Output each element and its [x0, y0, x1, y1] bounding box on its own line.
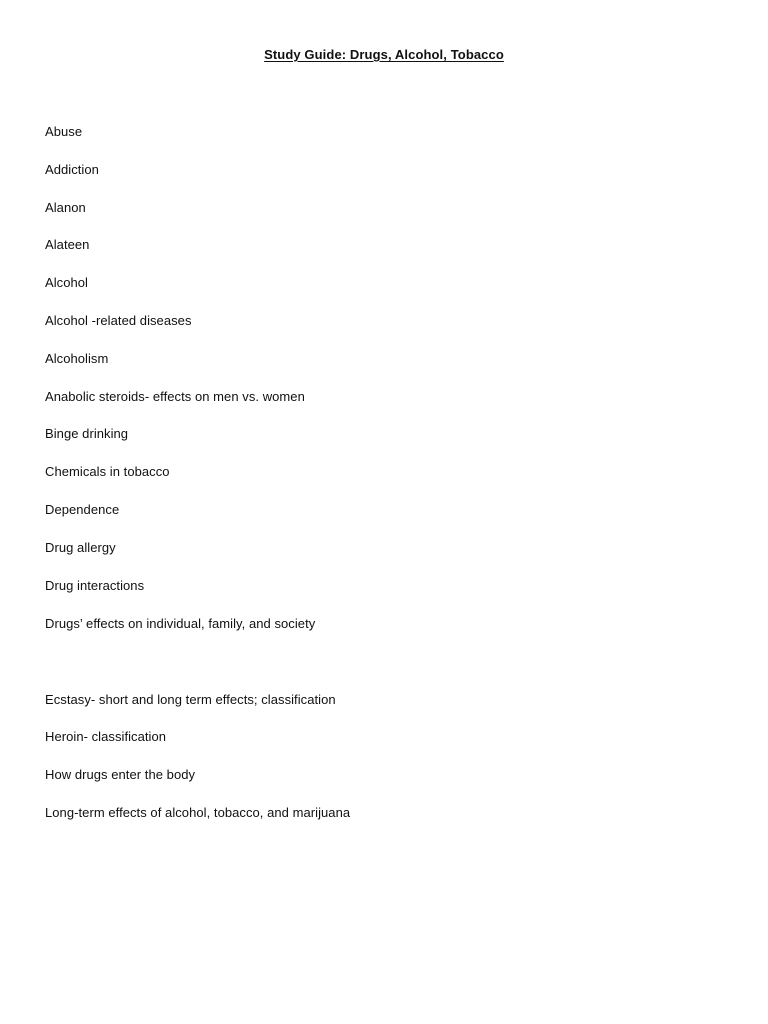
study-term: Drug interactions [45, 578, 145, 593]
study-term: Abuse [45, 124, 83, 139]
study-term: Alcohol -related diseases [45, 313, 192, 328]
study-term: Chemicals in tobacco [45, 464, 170, 479]
study-term: Addiction [45, 162, 99, 177]
study-term: How drugs enter the body [45, 767, 196, 782]
study-term: Alcohol [45, 275, 88, 290]
study-term: Binge drinking [45, 426, 129, 441]
study-term: Heroin- classification [45, 729, 167, 744]
study-term: Drug allergy [45, 540, 116, 555]
study-term: Anabolic steroids- effects on men vs. women [45, 389, 305, 404]
study-term: Alanon [45, 200, 86, 215]
study-term: Dependence [45, 502, 120, 517]
study-term: Alateen [45, 237, 90, 252]
study-term: Alcoholism [45, 351, 109, 366]
study-term: Long-term effects of alcohol, tobacco, and marijuana [45, 805, 351, 820]
study-term: Drugs’ effects on individual, family, and society [45, 616, 316, 631]
page-title: Study Guide: Drugs, Alcohol, Tobacco [264, 47, 504, 62]
study-term: Ecstasy- short and long term effects; classification [45, 692, 336, 707]
